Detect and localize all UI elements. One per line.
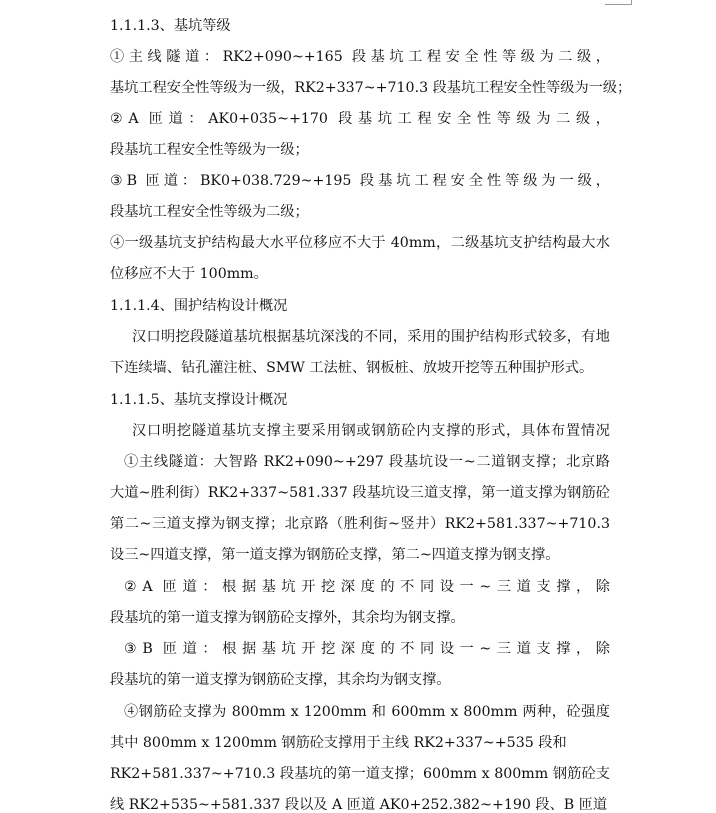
section-heading-pit-grade: 1.1.1.3、基坑等级 [110, 18, 231, 34]
text-line: 基坑工程安全性等级为一级，RK2+337~+710.3 段基坑工程安全性等级为一级； [110, 80, 632, 96]
text-line: 线 RK2+535~+581.337 段以及 A 匝道 AK0+252.382~+190 段、B 匝道 [110, 797, 608, 813]
text-line: ④钢筋砼支撑为 800mm x 1200mm 和 600mm x 800mm 两种，砼强度 [124, 704, 610, 720]
text-line: RK2+581.337~+710.3 段基坑的第一道支撑；600mm x 800mm 钢筋砼支 [110, 766, 610, 782]
text-line: 段基坑工程安全性等级为一级； [110, 142, 309, 158]
text-line: 位移应不大于 100mm。 [110, 266, 268, 282]
page-corner-mark [631, 0, 632, 5]
text-line: 段基坑的第一道支撑为钢筋砼支撑，其余均为钢支撑。 [110, 672, 451, 688]
text-line: 设三~四道支撑，第一道支撑为钢筋砼支撑，第二~四道支撑为钢支撑。 [110, 547, 560, 563]
text-line: 段基坑工程安全性等级为二级； [110, 204, 309, 220]
text-line: 其中 800mm x 1200mm 钢筋砼支撑用于主线 RK2+337~+535 段和 [110, 735, 567, 751]
text-line: ①主线隧道：大智路 RK2+090~+297 段基坑设一~二道钢支撑；北京路 [124, 454, 610, 470]
text-line: 汉口明挖段隧道基坑根据基坑深浅的不同，采用的围护结构形式较多，有地 [132, 329, 610, 345]
page-corner-mark [605, 4, 632, 5]
text-line: 段基坑的第一道支撑为钢筋砼支撑外，其余均为钢支撑。 [110, 610, 465, 626]
section-heading-retaining-structure: 1.1.1.4、围护结构设计概况 [110, 298, 288, 314]
text-line: ②A 匝道：AK0+035~+170 段基坑工程安全性等级为二级， [110, 111, 610, 127]
section-heading-support-design: 1.1.1.5、基坑支撑设计概况 [110, 392, 288, 408]
text-line: ①主线隧道：RK2+090~+165 段基坑工程安全性等级为二级， [110, 49, 610, 65]
text-line: ④一级基坑支护结构最大水平位移应不大于 40mm，二级基坑支护结构最大水 [110, 235, 610, 251]
text-line: ③B 匝道：BK0+038.729~+195 段基坑工程安全性等级为一级， [110, 173, 610, 189]
text-line: 下连续墙、钻孔灌注桩、SMW 工法桩、钢板桩、放坡开挖等五种围护形式。 [110, 360, 594, 376]
text-line: ②A 匝道：根据基坑开挖深度的不同设一~三道支撑，除 [124, 579, 610, 595]
text-line: 第二~三道支撑为钢支撑；北京路（胜利街~竖井）RK2+581.337~+710.3 [110, 516, 610, 532]
text-line: 大道~胜利街）RK2+337~581.337 段基坑设三道支撑，第一道支撑为钢筋砼 [110, 485, 610, 501]
text-line: ③B 匝道：根据基坑开挖深度的不同设一~三道支撑，除 [124, 641, 610, 657]
text-line: 汉口明挖隧道基坑支撑主要采用钢或钢筋砼内支撑的形式，具体布置情况 [132, 423, 610, 439]
